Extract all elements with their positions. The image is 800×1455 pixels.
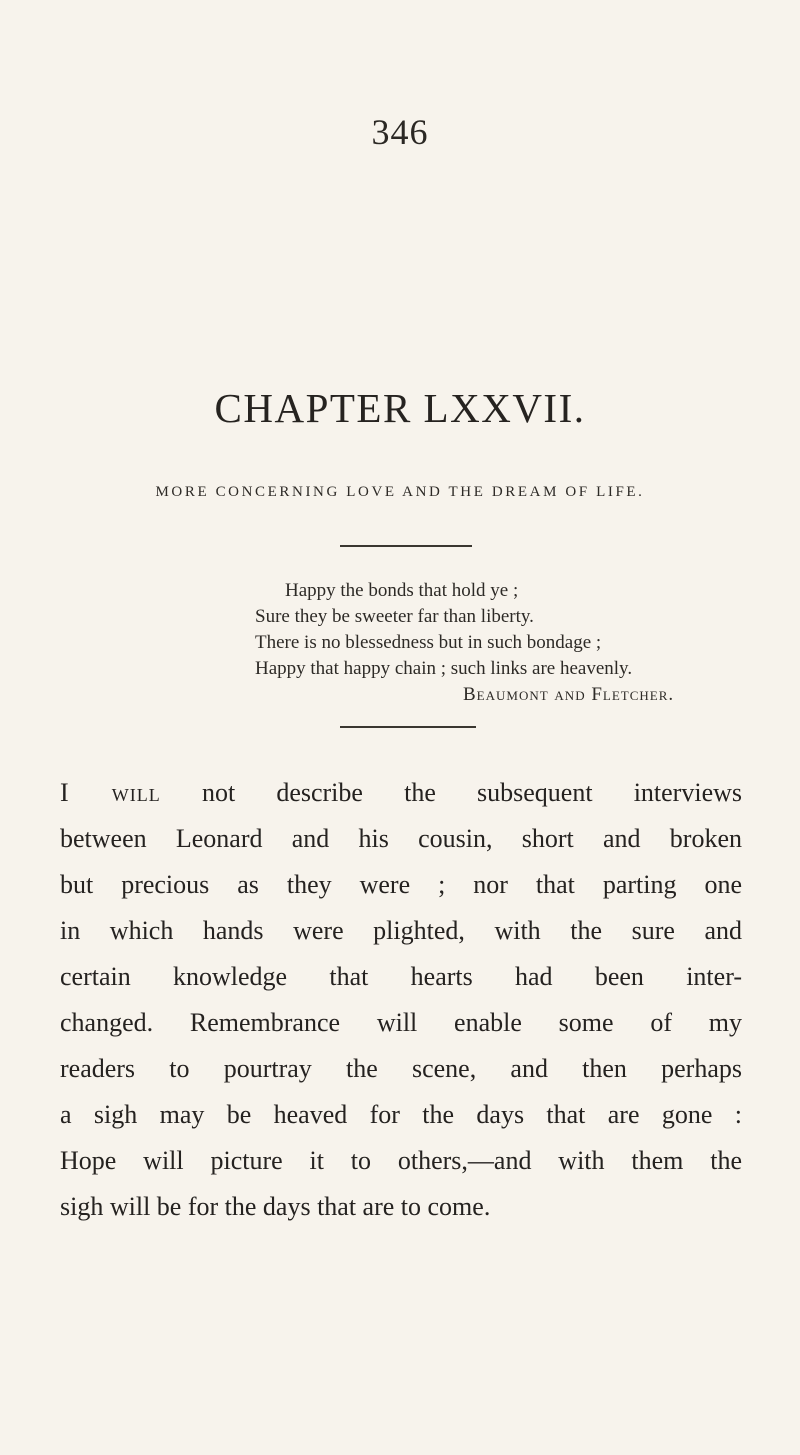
epigraph-attribution: Beaumont and Fletcher. xyxy=(463,684,675,705)
body-line-6: changed. Remembrance will enable some of my xyxy=(60,1008,742,1037)
body-line-1 xyxy=(60,770,742,816)
epigraph-line-2: Sure they be sweeter far than liberty. xyxy=(255,606,534,627)
divider-rule-top xyxy=(340,545,472,547)
epigraph xyxy=(255,578,775,708)
epigraph-line-4: Happy that happy chain ; such links are heavenly. xyxy=(255,658,633,679)
body-line-8: a sigh may be heaved for the days that are gone : xyxy=(60,1100,742,1129)
opening-words: I will xyxy=(60,778,161,807)
body-line-1-text: not describe the subsequent interviews xyxy=(160,778,743,807)
body-line-3: but precious as they were ; nor that parting one xyxy=(60,870,742,899)
body-line-2: between Leonard and his cousin, short and broken xyxy=(60,824,742,853)
chapter-subtitle: MORE CONCERNING LOVE AND THE DREAM OF LIFE. xyxy=(155,484,645,500)
divider-rule-bottom xyxy=(340,726,476,728)
body-line-10: sigh will be for the days that are to come. xyxy=(60,1192,491,1221)
epigraph-line-1: Happy the bonds that hold ye ; xyxy=(285,580,519,601)
body-line-5: certain knowledge that hearts had been inter- xyxy=(60,962,742,991)
body-line-4: in which hands were plighted, with the sure and xyxy=(60,916,742,945)
body-line-9: Hope will picture it to others,—and with them the xyxy=(60,1146,742,1175)
body-line-7: readers to pourtray the scene, and then perhaps xyxy=(60,1054,742,1083)
page-number: 346 xyxy=(371,112,429,152)
epigraph-line-3: There is no blessedness but in such bondage ; xyxy=(255,632,602,653)
chapter-title: CHAPTER LXXVII. xyxy=(214,385,586,431)
chapter-body xyxy=(60,770,742,1230)
